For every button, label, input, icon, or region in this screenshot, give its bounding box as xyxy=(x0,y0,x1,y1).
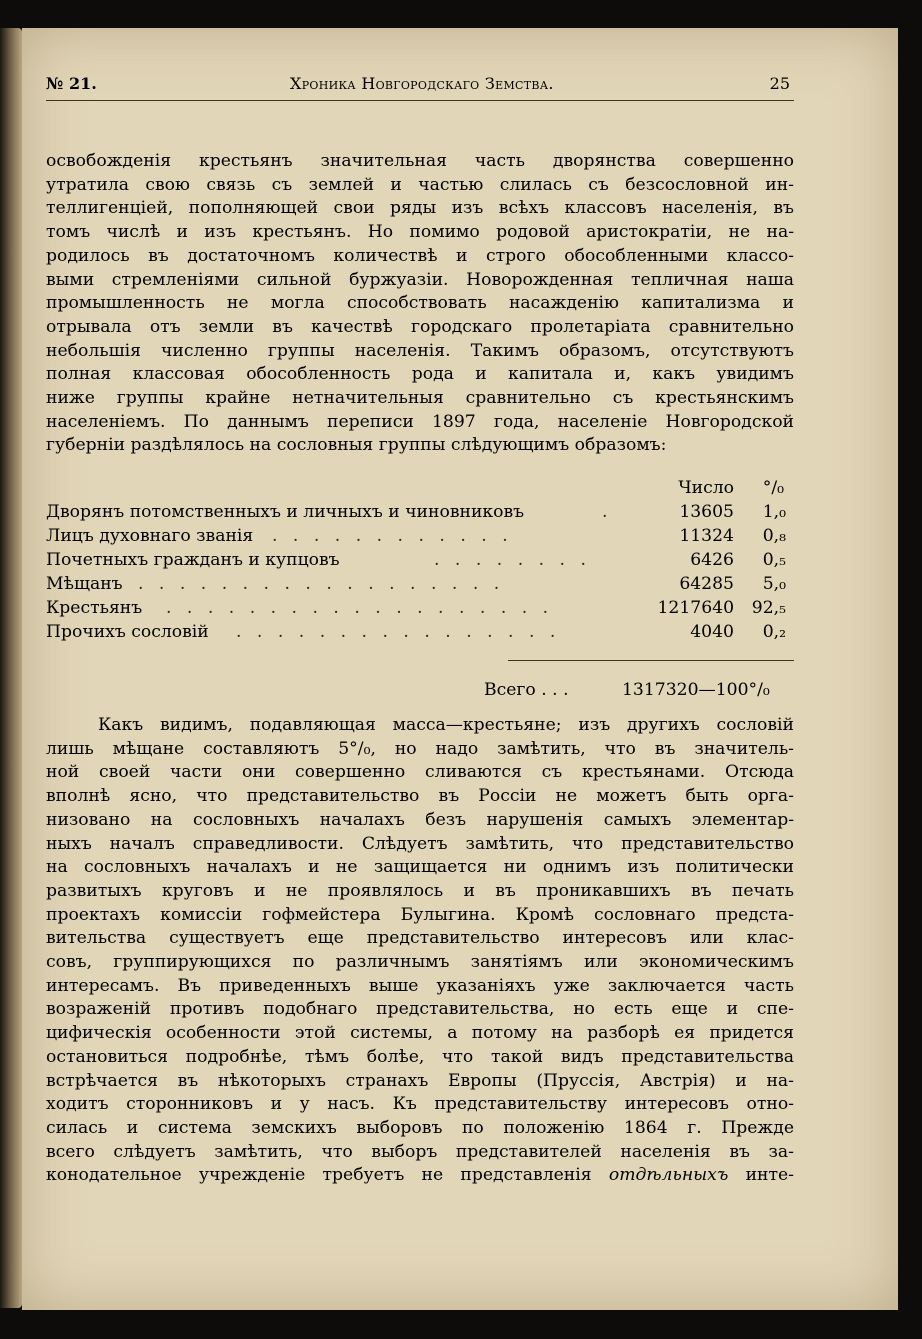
column-header-count: Число xyxy=(678,478,734,498)
text-line: проектахъ комиссіи гофмейстера Булыгина. Кромѣ сословнаго предста- xyxy=(46,904,794,925)
leader-dots: . . . . . . . . . . . . xyxy=(272,526,513,546)
text-line: промышленность не могла способствовать насажденію капитализма и xyxy=(46,293,794,314)
previous-page-edge xyxy=(0,28,22,1308)
leader-dots: . . . . . . . . xyxy=(434,550,591,570)
text-line: встрѣчается въ нѣкоторыхъ странахъ Европы (Пруссія, Австрія) и на- xyxy=(46,1070,794,1091)
text-line: населеніемъ. По даннымъ переписи 1897 года, населеніе Новгородской xyxy=(46,411,794,432)
text-line: цифическія особенности этой системы, а потому на разборѣ ея придется xyxy=(46,1023,794,1044)
paragraph-2 xyxy=(46,714,794,1188)
estate-percent: 0,₈ xyxy=(762,526,786,546)
estate-percent: 0,₅ xyxy=(762,550,786,570)
text-line: возраженій противъ подобнаго представительства, но есть еще и спе- xyxy=(46,999,794,1020)
text-fragment: конодательное учрежденіе требуетъ не представленія xyxy=(46,1165,592,1186)
estate-percent: 1,₀ xyxy=(762,502,786,522)
estate-count: 13605 xyxy=(679,502,734,522)
issue-number: № 21. xyxy=(46,74,97,93)
text-line: ной своей части они совершенно сливаются съ крестьянами. Отсюда xyxy=(46,762,794,783)
text-line: на сословныхъ началахъ и не защищается ни однимъ изъ политически xyxy=(46,857,794,878)
table-row xyxy=(46,550,794,574)
total-value: 1317320—100°/₀ xyxy=(622,680,770,700)
leader-dots: . . . . . . . . . . . . . . . . . . xyxy=(138,574,505,594)
text-line: вительства существуетъ еще представительство интересовъ или клас- xyxy=(46,928,794,949)
leader-dots: . xyxy=(602,502,613,522)
text-line: полная классовая обособленность рода и капитала и, какъ увидимъ xyxy=(46,364,794,385)
estate-count: 64285 xyxy=(679,574,734,594)
text-line: ныхъ началъ справедливости. Слѣдуетъ замѣтить, что представительство xyxy=(46,833,794,854)
text-line: лишь мѣщане составляютъ 5°/₀, но надо замѣтить, что въ значитель- xyxy=(46,738,794,759)
text-line: интересамъ. Въ приведенныхъ выше указаніяхъ уже заключается часть xyxy=(46,975,794,996)
italic-word: отдѣльныхъ xyxy=(608,1165,729,1186)
journal-title: Хроника Новгородскаго Земства. xyxy=(290,74,554,93)
text-line: небольшія численно группы населенія. Такимъ образомъ, отсутствуютъ xyxy=(46,340,794,361)
table-row xyxy=(46,526,794,550)
table-header-row xyxy=(46,478,794,502)
text-line: ходитъ сторонниковъ и у насъ. Къ представительству интересовъ отно- xyxy=(46,1094,794,1115)
text-line: томъ числѣ и изъ крестьянъ. Но помимо родовой аристократіи, не на- xyxy=(46,222,794,243)
text-line: всего слѣдуетъ замѣтить, что выборъ представителей населенія въ за- xyxy=(46,1141,794,1162)
table-row xyxy=(46,574,794,598)
estate-count: 1217640 xyxy=(657,598,734,618)
table-row xyxy=(46,598,794,622)
estate-count: 4040 xyxy=(690,622,734,642)
estate-label: Дворянъ потомственныхъ и личныхъ и чиновниковъ xyxy=(46,502,525,522)
leader-dots: . . . . . . . . . . . . . . . . xyxy=(236,622,561,642)
estate-label: Мѣщанъ xyxy=(46,574,123,594)
page-number: 25 xyxy=(769,74,790,93)
estate-count: 6426 xyxy=(690,550,734,570)
running-header xyxy=(46,72,794,101)
text-line: ниже группы крайне нетначительныя сравнительно съ крестьянскимъ xyxy=(46,388,794,409)
column-header-percent: °/₀ xyxy=(762,478,784,498)
table-row xyxy=(46,622,794,646)
estate-label: Крестьянъ xyxy=(46,598,143,618)
text-line: губерніи раздѣлялось на сословныя группы слѣдующимъ образомъ: xyxy=(46,435,667,456)
text-line: выми стремленіями сильной буржуазіи. Новорожденная тепличная наша xyxy=(46,269,794,290)
text-line: теллигенціей, пополняющей свои ряды изъ всѣхъ классовъ населенія, въ xyxy=(46,198,794,219)
text-line: силась и система земскихъ выборовъ по положенію 1864 г. Прежде xyxy=(46,1117,794,1138)
estate-label: Почетныхъ гражданъ и купцовъ xyxy=(46,550,340,570)
text-line: остановиться подробнѣе, тѣмъ болѣе, что такой видъ представительства xyxy=(46,1046,794,1067)
text-line: утратила свою связь съ землей и частью слилась съ безсословной ин- xyxy=(46,174,794,195)
estate-percent: 5,₀ xyxy=(762,574,786,594)
text-line: отрывала отъ земли въ качествѣ городскаго пролетаріата сравнительно xyxy=(46,316,794,337)
estate-label: Лицъ духовнаго званія xyxy=(46,526,254,546)
estate-label: Прочихъ сословій xyxy=(46,622,209,642)
table-row xyxy=(46,502,794,526)
leader-dots: . . . . . . . . . . . . . . . . . . . xyxy=(166,598,554,618)
text-line: низовано на сословныхъ началахъ безъ нарушенія самыхъ элементар- xyxy=(46,809,794,830)
text-line: освобожденія крестьянъ значительная часть дворянства совершенно xyxy=(46,151,794,171)
text-line: родилось въ достаточномъ количествѣ и строго обособленными классо- xyxy=(46,245,794,266)
estate-percent: 92,₅ xyxy=(751,598,786,618)
text-line: совъ, группирующихся по различнымъ занятіямъ или экономическимъ xyxy=(46,952,794,973)
text-line: вполнѣ ясно, что представительство въ Россіи не можетъ быть орга- xyxy=(46,786,794,807)
estate-count: 11324 xyxy=(679,526,734,546)
text-line: Какъ видимъ, подавляющая масса—крестьяне; изъ другихъ сословій xyxy=(98,715,794,735)
text-line: развитыхъ круговъ и не проявлялось и въ проникавшихъ въ печать xyxy=(46,880,794,901)
total-label: Всего . . . xyxy=(484,680,569,700)
text-line-last xyxy=(46,1164,794,1188)
paragraph-1 xyxy=(46,150,794,458)
estate-percent: 0,₂ xyxy=(762,622,786,642)
estate-table xyxy=(46,478,794,646)
sum-rule xyxy=(508,660,794,661)
text-fragment: инте- xyxy=(745,1165,794,1186)
